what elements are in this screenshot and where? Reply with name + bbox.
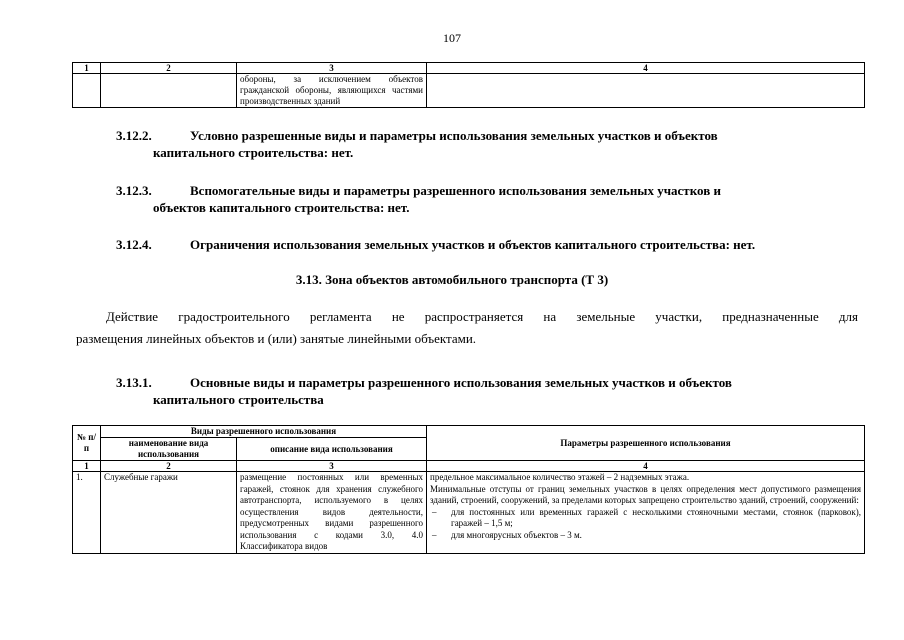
column-number-row [73, 461, 865, 472]
section-text-continued: капитального строительства: нет. [153, 145, 354, 160]
table-cell [101, 74, 237, 108]
column-number: 2 [101, 63, 237, 74]
paragraph-line: размещения линейных объектов и (или) занятые линейными объектами. [76, 331, 477, 346]
section-text-continued: объектов капитального строительства: нет. [153, 200, 410, 215]
continued-table [72, 62, 865, 108]
row-name: Служебные гаражи [101, 472, 237, 554]
section-number: 3.12.2. [116, 128, 152, 143]
table-row [73, 74, 865, 108]
column-number: 1 [73, 63, 101, 74]
section-text: Ограничения использования земельных участков и объектов капитального строительства: нет. [190, 237, 756, 252]
section-number: 3.13.1. [116, 375, 152, 390]
column-number: 3 [237, 461, 427, 472]
section-text-continued: капитального строительства [153, 392, 324, 407]
row-number: 1. [73, 472, 101, 554]
body-paragraph [76, 306, 858, 350]
column-number: 1 [73, 461, 101, 472]
row-parameters [427, 472, 865, 554]
parameter-line: Минимальные отступы от границ земельных участков в целях определения мест допустимого размещения зданий, строений, сооружений, за пределами которых запрещено строительство зданий, строений, сооружений: [430, 483, 861, 505]
column-number: 2 [101, 461, 237, 472]
header-group: Виды разрешенного использования [101, 426, 427, 438]
usage-table [72, 425, 865, 554]
table-cell [73, 74, 101, 108]
header-num: № п/п [73, 426, 101, 461]
section-heading-3-12-2 [116, 127, 858, 161]
table-cell [427, 74, 865, 108]
header-desc: описание вида использования [237, 438, 427, 461]
parameter-list-item: – для многоярусных объектов – 3 м. [430, 530, 861, 542]
column-number: 3 [237, 63, 427, 74]
table-row [73, 472, 865, 554]
column-number: 4 [427, 63, 865, 74]
section-heading-3-12-4 [116, 236, 858, 253]
table-cell: обороны, за исключением объектов гражданской обороны, являющихся частями производственных зданий [237, 74, 427, 108]
paragraph-line: Действие градостроительного регламента не распространяется на земельные участки, предназначенные для [106, 309, 858, 324]
section-text: Вспомогательные виды и параметры разрешенного использования земельных участков и [190, 183, 721, 198]
header-params: Параметры разрешенного использования [427, 426, 865, 461]
page-number: 107 [443, 31, 461, 45]
table-header-row [73, 426, 865, 438]
column-number-row [73, 63, 865, 74]
section-text: Основные виды и параметры разрешенного использования земельных участков и объектов [190, 375, 732, 390]
section-text: Условно разрешенные виды и параметры использования земельных участков и объектов [190, 128, 718, 143]
section-heading-3-12-3 [116, 182, 858, 216]
row-description: размещение постоянных или временных гаражей, стоянок для хранения служебного автотранспорта, используемого в целях осуществления видов деятельности, предусмотренных видами разрешенного использования с кодами 3.0, 4.0 Классификатора видов [237, 472, 427, 554]
section-heading-3-13-1 [116, 374, 858, 408]
parameter-list-item: – для постоянных или временных гаражей с несколькими стояночными местами, стоянок (парковок), гаражей – 1,5 м; [430, 507, 861, 530]
section-number: 3.12.3. [116, 183, 152, 198]
section-number: 3.12.4. [116, 237, 152, 252]
zone-title: 3.13. Зона объектов автомобильного транспорта (Т 3) [295, 272, 609, 287]
column-number: 4 [427, 461, 865, 472]
header-name: наименование вида использования [101, 438, 237, 461]
parameter-line: предельное максимальное количество этажей – 2 надземных этажа. [430, 472, 690, 482]
